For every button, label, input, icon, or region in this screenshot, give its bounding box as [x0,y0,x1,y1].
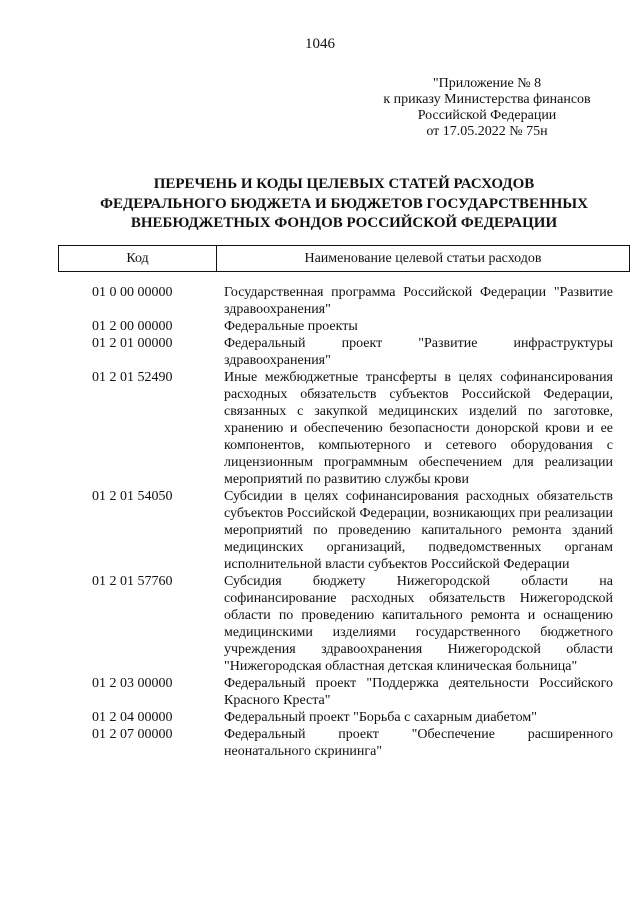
row-name: Субсидии в целях софинансирования расходных обязательств субъектов Российской Федерации, возникающих при реализации мероприятий по проведению капитального ремонта зданий медицинских организаций, подведомственных органам исполнительной власти субъектов Российской Федерации [224,489,613,572]
title-line-2: ФЕДЕРАЛЬНОГО БЮДЖЕТА И БЮДЖЕТОВ ГОСУДАРСТВЕННЫХ [100,195,588,212]
appendix-line-1: "Приложение № 8 [432,76,542,91]
header-code: Код [59,246,217,271]
row-code: 01 2 00 00000 [92,319,173,334]
row-name: Субсидия бюджету Нижегородской области на софинансирование расходных обязательств Нижегородской области по проведению капитального ремонта и оснащению медицинскими изделиями государственного бюджетного учреждения здравоохранения Нижегородской области "Нижегородская областная детская клиническая больница" [224,574,613,674]
row-code: 01 2 01 54050 [92,489,173,504]
row-name: Федеральный проект "Поддержка деятельности Российского Красного Креста" [224,676,613,708]
table-row [58,335,630,369]
row-code: 01 2 03 00000 [92,676,173,691]
appendix-line-4: от 17.05.2022 № 75н [426,124,548,139]
table-row [58,488,630,573]
row-code: 01 2 07 00000 [92,727,173,742]
row-code: 01 0 00 00000 [92,285,173,300]
row-code: 01 2 01 52490 [92,370,173,385]
title-line-3: ВНЕБЮДЖЕТНЫХ ФОНДОВ РОССИЙСКОЙ ФЕДЕРАЦИИ [130,215,558,231]
row-name: Федеральный проект "Обеспечение расширенного неонатального скрининга" [224,727,613,759]
table-row [58,318,630,335]
row-code: 01 2 01 00000 [92,336,173,351]
title-line-1: ПЕРЕЧЕНЬ И КОДЫ ЦЕЛЕВЫХ СТАТЕЙ РАСХОДОВ [153,176,535,192]
table-row [58,709,630,726]
row-name: Иные межбюджетные трансферты в целях софинансирования расходных обязательств субъектов Российской Федерации, связанных с закупкой медицинских изделий по заготовке, хранению и обеспечению безопасности донорской крови и ее компонентов, компьютерного и сетевого оборудования с лицензионным программным обеспечением для реализации мероприятий по развитию службы крови [224,370,613,487]
row-name: Федеральный проект "Борьба с сахарным диабетом" [224,710,537,725]
table-header [58,245,630,272]
table-row [58,284,630,318]
row-code: 01 2 04 00000 [92,710,173,725]
appendix-line-3: Российской Федерации [417,108,557,123]
page-number: 1046 [305,36,335,52]
table-row [58,726,630,760]
row-name: Федеральные проекты [224,319,358,334]
row-code: 01 2 01 57760 [92,574,173,589]
row-name: Федеральный проект "Развитие инфраструктуры здравоохранения" [224,336,613,368]
document-title [60,175,628,234]
table-row [58,369,630,488]
table-row [58,675,630,709]
row-name: Государственная программа Российской Федерации "Развитие здравоохранения" [224,285,613,317]
header-name: Наименование целевой статьи расходов [304,251,542,266]
appendix-reference [372,76,602,140]
table-row [58,573,630,675]
appendix-line-2: к приказу Министерства финансов [383,92,591,107]
table-body [58,284,630,760]
